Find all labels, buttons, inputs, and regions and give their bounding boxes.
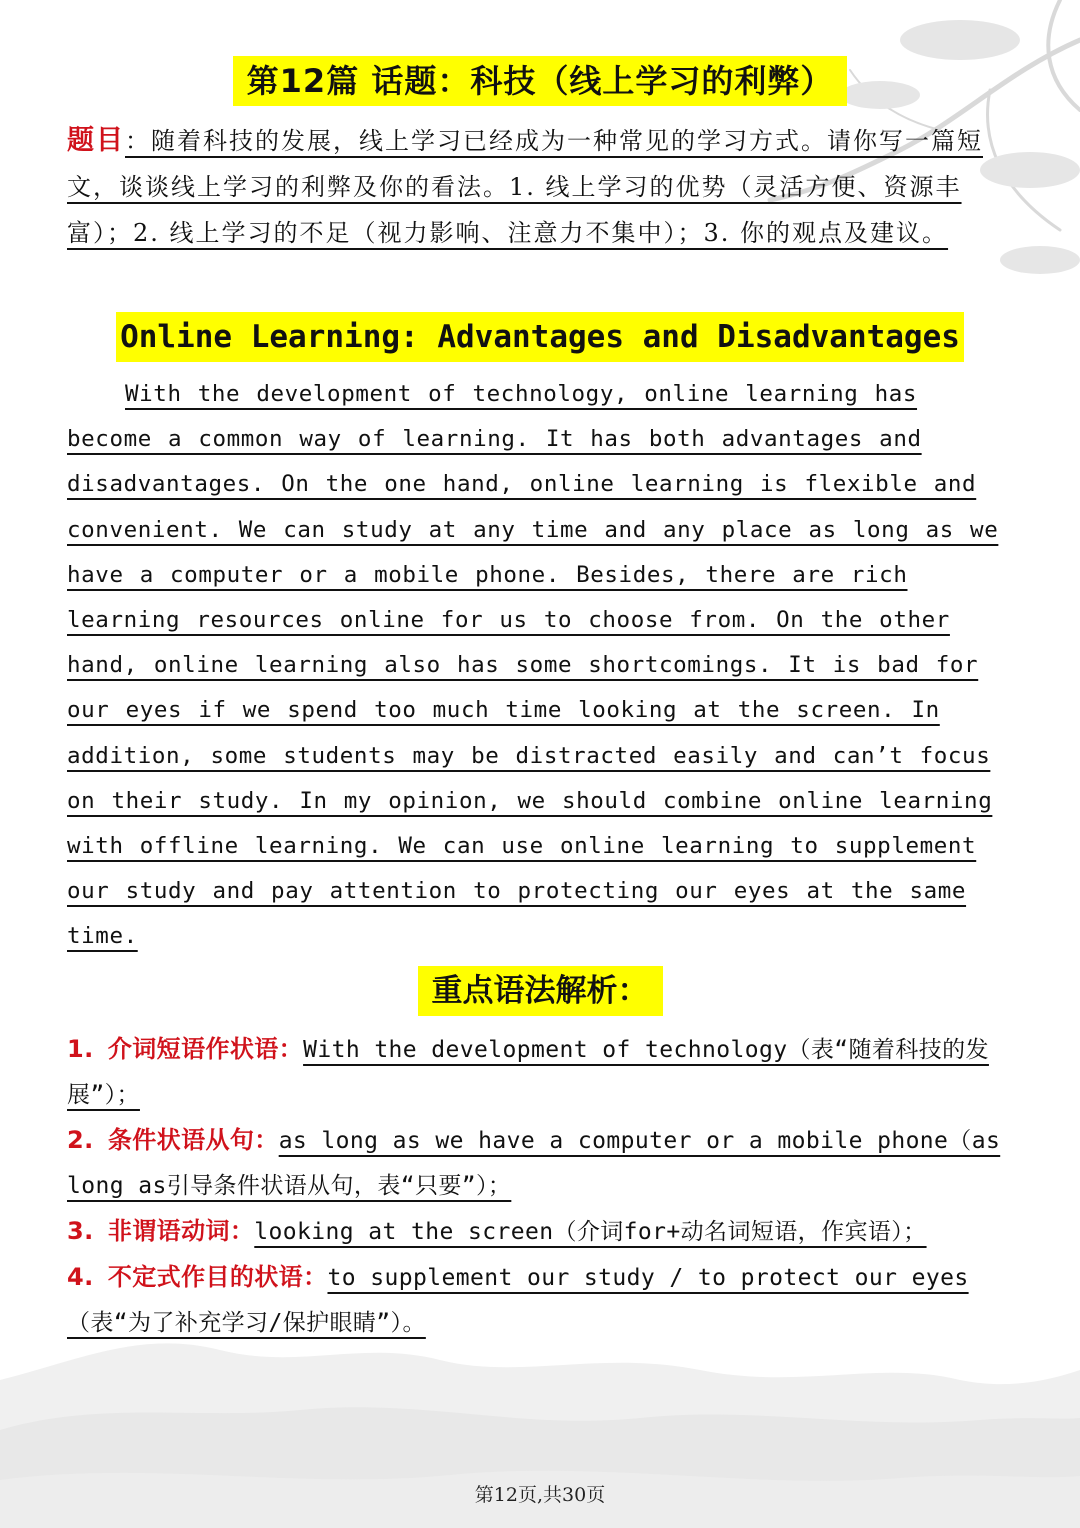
prompt-label: 题目 [67,125,125,156]
grammar-heading-bar [0,966,1080,1016]
prompt-text: ：随着科技的发展，线上学习已经成为一种常见的学习方式。请你写一篇短文，谈谈线上学习的利弊及你的看法。1. 线上学习的优势（灵活方便、资源丰富）；2. 线上学习的不足（视力影响、注意力不集中）；3. 你的观点及建议。 [67,127,983,247]
essay-body [67,372,1012,960]
grammar-point-4 [67,1255,1017,1346]
grammar-point-text: to supplement our study / to protect our eyes（表“为了补充学习/保护眼睛”）。 [67,1265,969,1336]
page-number-footer: 第12页,共30页 [474,1484,606,1506]
grammar-point-2 [67,1118,1017,1209]
grammar-point-label: 非谓语动词： [107,1217,255,1245]
essay-title-bar [0,312,1080,362]
grammar-points [67,1027,1017,1346]
grammar-point-label: 介词短语作状语： [107,1035,304,1063]
writing-prompt [67,118,1012,256]
page-title: 第12篇 话题：科技（线上学习的利弊） [233,56,848,106]
grammar-point-text: as long as we have a computer or a mobile phone（as long as引导条件状语从句，表“只要”）； [67,1128,1001,1199]
grammar-point-text: With the development of technology（表“随着科技的发展”）； [67,1037,989,1108]
grammar-point-number: 2. [67,1126,94,1154]
grammar-point-number: 1. [67,1035,94,1063]
title-bar [0,56,1080,106]
essay-title: Online Learning: Advantages and Disadvantages [116,312,964,362]
grammar-point-label: 不定式作目的状语： [107,1263,328,1291]
grammar-heading: 重点语法解析： [418,966,663,1016]
grammar-point-number: 4. [67,1263,94,1291]
grammar-point-text: looking at the screen（介词for+动名词短语，作宾语）； [254,1219,927,1245]
grammar-point-3 [67,1209,1017,1255]
grammar-point-label: 条件状语从句： [107,1126,279,1154]
grammar-point-1 [67,1027,1017,1118]
grammar-point-number: 3. [67,1217,94,1245]
essay-text: With the development of technology, online learning has become a common way of learning. It has both advantages and disadvantages. On the one hand, online learning is flexible and convenient. We can study at any time and any place as long as we have a computer or a mobile phone. Besides, there are rich learning resources online for us to choose from. On the other hand, online learning also has some shortcomings. It is bad for our eyes if we spend too much time looking at the screen. In addition, some students may be distracted easily and can’t focus on their study. In my opinion, we should combine online learning with offline learning. We can use online learning to supplement our study and pay attention to protecting our eyes at the same time. [67,381,999,950]
